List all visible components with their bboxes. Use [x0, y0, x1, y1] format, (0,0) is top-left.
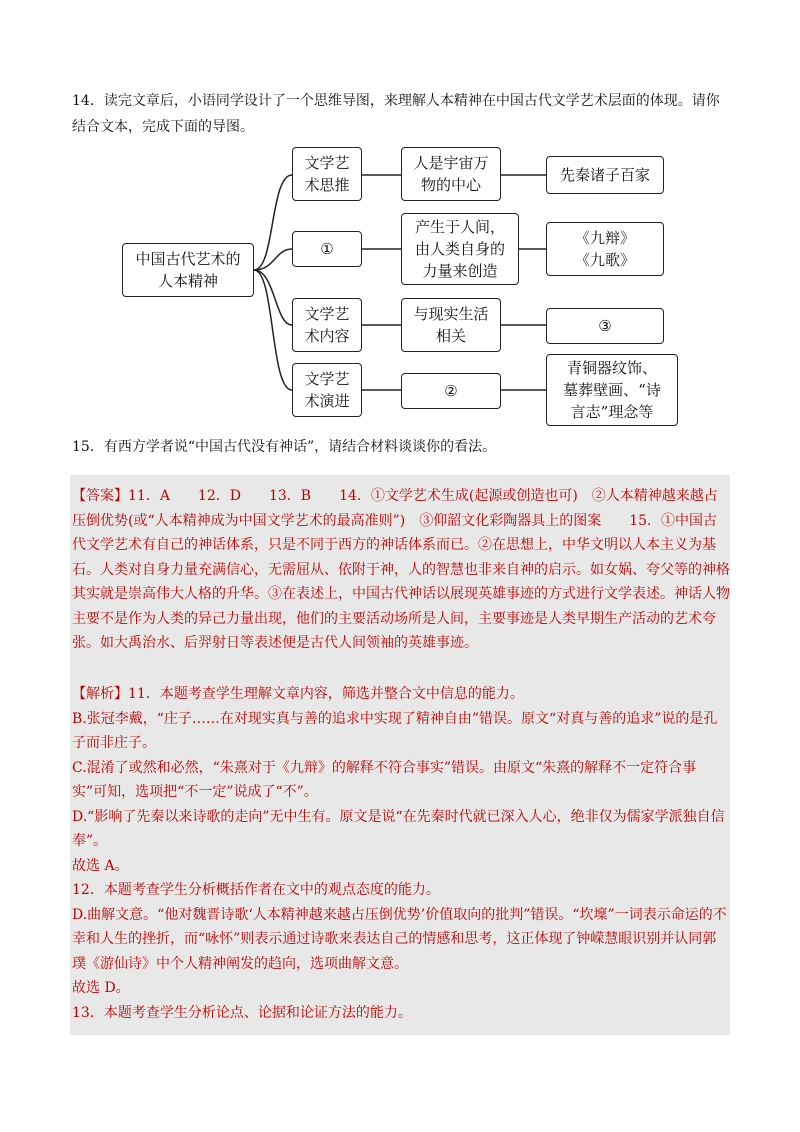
mind-map-connectors: [0, 0, 800, 440]
row4-label: 文学艺 术演进: [292, 363, 362, 417]
row3-label: 文学艺 术内容: [292, 298, 362, 352]
analysis-line: D.“影响了先秦以来诗歌的走向”无中生有。原文是说“在先秦时代就已深入人心，绝非仅为儒家学派独自信奉”。: [72, 808, 725, 849]
row2-label: ①: [292, 231, 362, 267]
answer-tag: 【答案】: [72, 488, 128, 504]
row1-middle: 人是宇宙万 物的中心: [401, 147, 501, 201]
analysis-line: B.张冠李戴，“庄子……在对现实真与善的追求中实现了精神自由”错误。原文“对真与善的追求”说的是孔子而非庄子。: [72, 710, 718, 751]
row3-right: ③: [546, 308, 664, 344]
row1-label: 文学艺 术思推: [292, 147, 362, 201]
row4-middle: ②: [401, 373, 501, 409]
question-14: 14．读完文章后，小语同学设计了一个思维导图，来理解人本精神在中国古代文学艺术层面的体现。请你结合文本，完成下面的导图。: [72, 93, 720, 135]
analysis-line: C.混淆了或然和必然，“朱熹对于《九辩》的解释不符合事实”错误。由原文“朱熹的解释不一定符合事实”可知，选项把“不一定”说成了“不”。: [72, 759, 697, 800]
row4-right: 青铜器纹饰、 墓葬壁画、“诗 言志”理念等: [546, 354, 678, 426]
analysis-line: 11．本题考查学生理解文章内容，筛选并整合文中信息的能力。: [128, 686, 524, 702]
question-15: 15．有西方学者说“中国古代没有神话”，请结合材料谈谈你的看法。: [72, 439, 497, 455]
row2-middle: 产生于人间， 由人类自身的 力量来创造: [401, 213, 519, 285]
answer-block: [72, 484, 730, 656]
analysis-line: 12．本题考查学生分析概括作者在文中的观点态度的能力。: [72, 882, 440, 898]
answer-body: 11．A 12．D 13．B 14．①文学艺术生成(起源或创造也可) ②人本精神越来越占压倒优势(或“人本精神成为中国文学艺术的最高准则”) ③仰韶文化彩陶器具上的图案 15．①中国古代文学艺术有自己的神话体系，只是不同于西方的神话体系而已。②在思想上，中华文明以人本主义为基石。人类对自身力量充满信心，无需屈从、依附于神，人的智慧也非来自神的启示。如女娲、夸父等的神格其实就是崇高伟大人格的升华。③在表述上，中国古代神话以展现英雄事迹的方式进行文学表述。神话人物主要不是作为人类的异己力量出现，他们的主要活动场所是人间，主要事迹是人类早期生产活动的艺术夸张。如大禹治水、后羿射日等表述便是古代人间领袖的英雄事迹。: [72, 488, 730, 651]
analysis-line: 故选 A。: [72, 857, 129, 874]
row1-right: 先秦诸子百家: [546, 156, 664, 194]
analysis-line: 13．本题考查学生分析论点、论据和论证方法的能力。: [72, 1004, 412, 1021]
mind-map: [0, 0, 800, 440]
row2-right: 《九辩》 《九歌》: [546, 222, 664, 276]
analysis-line: D.曲解文意。“他对魏晋诗歌‘人本精神越来越占压倒优势’价值取向的批判”错误。“坎壈”一词表示命运的不幸和人生的挫折，而“咏怀”则表示通过诗歌来表达自己的情感和思考，这正体现了钟嵘慧眼识别并认同郭璞《游仙诗》中个人精神阐发的趋向，选项曲解文意。: [72, 906, 727, 972]
analysis-block: [72, 682, 730, 1025]
analysis-line: 故选 D。: [72, 980, 130, 996]
row3-middle: 与现实生活 相关: [401, 298, 501, 352]
analysis-tag: 【解析】: [72, 686, 128, 702]
mind-map-root: 中国古代艺术的 人本精神: [122, 243, 254, 297]
